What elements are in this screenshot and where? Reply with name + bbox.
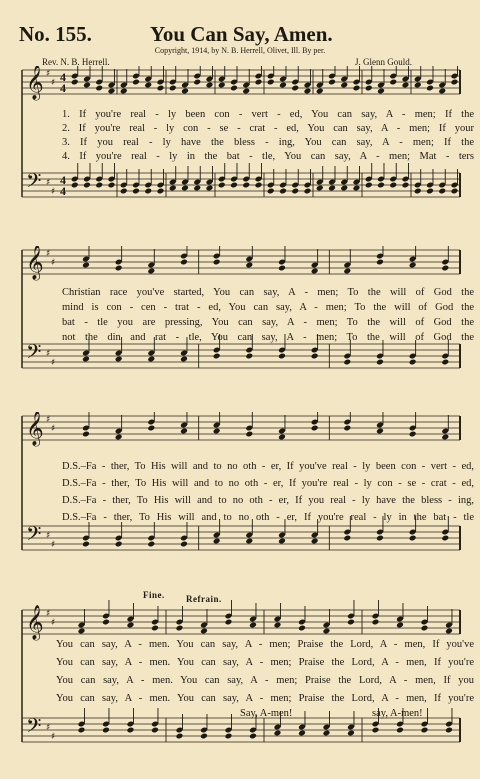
sharp-icon: ♯ [51, 618, 56, 628]
sharp-icon: ♯ [46, 249, 51, 259]
note-head [242, 88, 250, 95]
note-head [316, 88, 324, 95]
note-head [78, 628, 86, 635]
note-head [206, 185, 214, 192]
note-head [311, 268, 319, 275]
note-head [213, 428, 221, 435]
note-head [279, 82, 287, 89]
time-signature: 4 [60, 70, 66, 84]
note-head [249, 733, 257, 740]
note-head [255, 182, 263, 189]
note-head [438, 188, 446, 195]
note-head [340, 82, 348, 89]
note-head [127, 622, 135, 629]
music-system-3 [18, 412, 474, 568]
time-signature: 4 [60, 184, 66, 198]
note-head [120, 88, 128, 95]
note-head [451, 188, 459, 195]
treble-clef: 𝄞 [26, 412, 44, 446]
note-head [249, 622, 257, 629]
note-head [95, 182, 103, 189]
note-head [245, 353, 253, 360]
note-head [402, 82, 410, 89]
note-head [279, 188, 287, 195]
note-head [176, 733, 184, 740]
note-head [278, 353, 286, 360]
note-head [206, 82, 214, 89]
note-head [274, 622, 282, 629]
note-head [115, 541, 123, 548]
note-head [372, 619, 380, 626]
note-head [132, 188, 140, 195]
sharp-icon: ♯ [51, 258, 56, 268]
sharp-icon: ♯ [46, 349, 51, 359]
lyric-line: D.S.–Fa - ther, To His will and to no oth - er, If you real - ly have the bless - ing, [62, 495, 474, 506]
note-head [414, 82, 422, 89]
note-head [193, 185, 201, 192]
sharp-icon: ♯ [46, 723, 51, 733]
refrain-label: Refrain. [186, 594, 222, 604]
note-head [445, 727, 453, 734]
lyric-line: 4. If you're real - ly in the bat - tle, You can say, A - men; Mat - ters [62, 151, 474, 162]
note-head [108, 88, 116, 95]
note-head [147, 268, 155, 275]
lyric-line: 2. If you're real - ly con - se - crat - ed, You can say, A - men; If your [62, 123, 474, 134]
note-head [242, 182, 250, 189]
note-head [83, 182, 91, 189]
sharp-icon: ♯ [51, 540, 56, 550]
note-head [213, 259, 221, 266]
bass-clef: 𝄢 [26, 714, 42, 742]
note-head [316, 185, 324, 192]
fine-label: Fine. [143, 590, 165, 600]
amen-response-2: say, A-men! [372, 708, 423, 719]
note-head [353, 185, 361, 192]
note-head [180, 541, 188, 548]
note-head [82, 262, 90, 269]
note-head [218, 82, 226, 89]
note-head [225, 733, 233, 740]
note-head [323, 628, 331, 635]
note-head [274, 730, 282, 737]
note-head [83, 82, 91, 89]
note-head [347, 730, 355, 737]
note-head [200, 733, 208, 740]
sharp-icon: ♯ [51, 732, 56, 742]
sharp-icon: ♯ [51, 78, 56, 88]
note-head [409, 359, 417, 366]
note-head [180, 428, 188, 435]
note-head [451, 79, 459, 86]
sharp-icon: ♯ [46, 531, 51, 541]
sharp-icon: ♯ [46, 178, 51, 188]
sharp-icon: ♯ [46, 415, 51, 425]
note-head [278, 265, 286, 272]
note-head [181, 185, 189, 192]
note-head [144, 82, 152, 89]
bass-clef: 𝄢 [26, 522, 42, 550]
note-head [115, 265, 123, 272]
note-head [328, 185, 336, 192]
note-head [95, 85, 103, 92]
note-head [409, 535, 417, 542]
note-head [115, 356, 123, 363]
note-head [311, 538, 319, 545]
note-head [127, 727, 135, 734]
amen-response-1: Say, A-men! [240, 708, 293, 719]
note-head [441, 359, 449, 366]
note-head [343, 268, 351, 275]
note-head [120, 188, 128, 195]
music-system-1 [18, 66, 474, 216]
note-head [157, 85, 165, 92]
note-head [291, 188, 299, 195]
note-head [343, 359, 351, 366]
note-head [291, 85, 299, 92]
bass-clef: 𝄢 [26, 340, 42, 368]
note-head [115, 434, 123, 441]
note-head [409, 262, 417, 269]
note-head [304, 188, 312, 195]
note-head [304, 88, 312, 95]
note-head [230, 182, 238, 189]
note-head [377, 88, 385, 95]
note-head [298, 730, 306, 737]
lyric-line: 3. If you real - ly have the bless - ing, You can say, A - men; If the [62, 137, 474, 148]
note-head [278, 538, 286, 545]
note-head [108, 182, 116, 189]
note-head [230, 85, 238, 92]
note-head [376, 359, 384, 366]
note-head [414, 188, 422, 195]
note-head [340, 185, 348, 192]
note-head [267, 79, 275, 86]
note-head [426, 85, 434, 92]
note-head [102, 619, 110, 626]
note-head [365, 182, 373, 189]
note-head [365, 85, 373, 92]
lyric-line: You can say, A - men. You can say, A - men; Praise the Lord, A - men, If you've [56, 639, 474, 650]
note-head [78, 727, 86, 734]
sharp-icon: ♯ [51, 424, 56, 434]
note-head [441, 434, 449, 441]
sharp-icon: ♯ [51, 358, 56, 368]
note-head [71, 79, 79, 86]
note-head [347, 619, 355, 626]
note-head [441, 535, 449, 542]
note-head [445, 628, 453, 635]
note-head [193, 79, 201, 86]
note-head [426, 188, 434, 195]
note-head [245, 262, 253, 269]
note-head [377, 182, 385, 189]
lyric-line: You can say, A - men. You can say, A - men; Praise the Lord, A - men, If you [56, 675, 474, 686]
note-head [409, 431, 417, 438]
time-signature: 4 [60, 173, 66, 187]
note-head [298, 625, 306, 632]
note-head [376, 259, 384, 266]
lyric-line: You can say, A - men. You can say, A - men; Praise the Lord, A - men, If you're [56, 693, 474, 704]
note-head [176, 625, 184, 632]
note-head [144, 188, 152, 195]
author-credit: Rev. N. B. Herrell. [42, 57, 110, 67]
note-head [376, 428, 384, 435]
lyric-line: bat - tle you are pressing, You can say, A - men; To the will of God the [62, 317, 474, 328]
note-head [421, 625, 429, 632]
music-system-2 [18, 246, 474, 386]
lyric-line: D.S.–Fa - ther, To His will and to no oth - er, If you've real - ly been con - vert - ed, [62, 461, 474, 472]
sharp-icon: ♯ [51, 187, 56, 197]
note-head [213, 353, 221, 360]
note-head [396, 622, 404, 629]
note-head [169, 85, 177, 92]
music-system-4 [18, 590, 474, 776]
note-head [267, 188, 275, 195]
note-head [151, 625, 159, 632]
note-head [396, 727, 404, 734]
note-head [372, 727, 380, 734]
bass-clef: 𝄢 [26, 169, 42, 197]
note-head [323, 730, 331, 737]
note-head [278, 434, 286, 441]
note-head [402, 182, 410, 189]
note-head [328, 79, 336, 86]
note-head [343, 535, 351, 542]
note-head [255, 79, 263, 86]
sharp-icon: ♯ [46, 609, 51, 619]
note-head [438, 88, 446, 95]
note-head [311, 425, 319, 432]
note-head [441, 265, 449, 272]
sharp-icon: ♯ [46, 69, 51, 79]
lyric-line: 1. If you're real - ly been con - vert - ed, You can say, A - men; If the [62, 109, 474, 120]
lyric-line: D.S.–Fa - ther, To His will and to no oth - er, If you're real - ly con - se - crat - ed, [62, 478, 474, 489]
lyric-line: D.S.–Fa - ther, To His will and to no oth - er, If you're real - ly in the bat - tle [62, 512, 474, 523]
treble-clef: 𝄞 [26, 66, 44, 100]
note-head [82, 356, 90, 363]
note-head [421, 727, 429, 734]
note-head [132, 79, 140, 86]
treble-clef: 𝄞 [26, 246, 44, 280]
hymn-title: You Can Say, Amen. [150, 22, 333, 46]
note-head [245, 538, 253, 545]
lyric-line: You can say, A - men. You can say, A - men; Praise the Lord, A - men, If you're [56, 657, 474, 668]
note-head [180, 356, 188, 363]
lyric-line: not the din and rat - tle, You can say, A - men; To the will of God the [62, 332, 474, 343]
note-head [82, 431, 90, 438]
note-head [181, 88, 189, 95]
note-head [353, 85, 361, 92]
hymn-number: No. 155. [19, 22, 92, 46]
note-head [213, 538, 221, 545]
note-head [218, 182, 226, 189]
note-head [245, 431, 253, 438]
note-head [169, 185, 177, 192]
note-head [389, 79, 397, 86]
note-head [147, 425, 155, 432]
note-head [200, 628, 208, 635]
note-head [157, 188, 165, 195]
note-head [376, 535, 384, 542]
treble-clef: 𝄞 [26, 605, 44, 640]
note-head [180, 259, 188, 266]
note-head [389, 182, 397, 189]
note-head [71, 182, 79, 189]
note-head [82, 541, 90, 548]
copyright-notice: Copyright, 1914, by N. B. Herrell, Olivet, Ill. By per. [154, 46, 326, 55]
composer-credit: J. Glenn Gould. [355, 57, 412, 67]
note-head [311, 353, 319, 360]
time-signature: 4 [60, 81, 66, 95]
note-head [151, 727, 159, 734]
note-head [225, 619, 233, 626]
note-head [147, 541, 155, 548]
note-head [343, 425, 351, 432]
note-head [147, 356, 155, 363]
note-head [102, 727, 110, 734]
lyric-line: Christian race you've started, You can say, A - men; To the will of God the [62, 287, 474, 298]
lyric-line: mind is con - cen - trat - ed, You can say, A - men; To the will of God the [62, 302, 474, 313]
